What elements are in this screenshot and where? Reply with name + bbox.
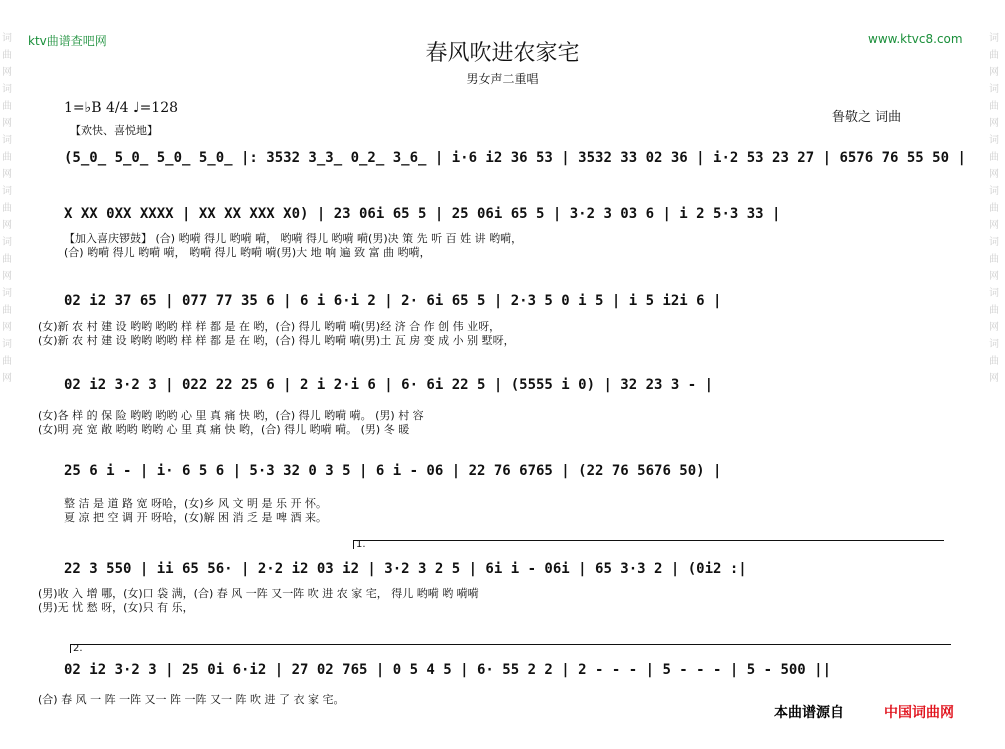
score-row-2-lyric-1: 【加入喜庆锣鼓】 (合) 哟嗬 得儿 哟嗬 嗬， 哟嗬 得儿 哟嗬 嗬(男)决 策 先 听 百 姓 讲 哟嗬，	[64, 232, 523, 245]
volta-1-bracket	[353, 540, 944, 549]
volta-2-label: 2.	[73, 643, 83, 654]
score-row-1-notes: (5̲0̲ 5̲0̲ 5̲0̲ 5̲0̲ |: 3532 3̲3̲ 0̲2̲ 3̲6̲ | i·6 i2 36 53 | 3532 33 02 36 | i·2 53 23 27 | 6576 76 55 50 |	[64, 150, 966, 166]
volta-1-label: 1.	[356, 539, 366, 550]
score-row-5-lyric-1: 整 洁 是 道 路 宽 呀哈，(女)乡 风 文 明 是 乐 开 怀。	[64, 497, 328, 510]
volta-2-bracket	[70, 644, 951, 653]
score-row-7-lyric-1: (合) 春 风 一 阵 一阵 又一 阵 一阵 又一 阵 吹 进 了 衣 家 宅。	[38, 693, 345, 706]
score-row-4-notes: 02 i2 3·2 3 | 022 22 25 6 | 2 i 2·i 6 | 6· 6i 22 5 | (5555 i 0) | 32 23 3 - |	[64, 377, 714, 393]
score-row-5-notes: 25 6 i - | i· 6 5 6 | 5·3 32 0 3 5 | 6 i - 06 | 22 76 6765 | (22 76 5676 50) |	[64, 463, 722, 479]
key-signature: 1=♭B 4/4 ♩=128	[64, 100, 179, 116]
side-watermark-left: 词曲网词曲网词曲网词曲网词曲网词曲网词曲网	[2, 33, 12, 384]
score-row-4-lyric-2: (女)明 亮 宽 敞 哟哟 哟哟 心 里 真 痛 快 哟，(合) 得儿 哟嗬 嗬。 (男) 冬 暖	[38, 423, 410, 436]
brand-right[interactable]: www.ktvc8.com	[868, 32, 963, 46]
score-row-6-lyric-1: (男)收 入 增 哪，(女)口 袋 满，(合) 春 风 一阵 又一阵 吹 进 农 家 宅， 得儿 哟嗬 哟 嗬嗬	[38, 587, 479, 600]
score-row-3-lyric-1: (女)新 农 村 建 设 哟哟 哟哟 样 样 都 是 在 哟，(合) 得儿 哟嗬 嗬(男)经 济 合 作 创 伟 业呀，	[38, 320, 501, 333]
brand-left[interactable]: ktv曲谱查吧网	[28, 34, 107, 48]
page-title: 春风吹进农家宅	[425, 41, 580, 66]
author-credit: 鲁敬之 词曲	[832, 110, 902, 125]
score-row-4-lyric-1: (女)各 样 的 保 险 哟哟 哟哟 心 里 真 痛 快 哟，(合) 得儿 哟嗬 嗬。 (男) 村 容	[38, 409, 424, 422]
footer-source-label: 本曲谱源自	[774, 705, 844, 721]
style-note: 【欢快、喜悦地】	[70, 124, 158, 137]
score-row-3-notes: 02 i2 37 65 | 077 77 35 6 | 6 i 6·i 2 | 2· 6i 65 5 | 2·3 5 0 i 5 | i 5 i2i 6 |	[64, 293, 722, 309]
score-row-6-lyric-2: (男)无 忧 愁 呀，(女)只 有 乐，	[38, 601, 194, 614]
score-row-6-notes: 22 3 550 | ii 65 56· | 2·2 i2 03 i2 | 3·2 3 2 5 | 6i i - 06i | 65 3·3 2 | (0i2 :|	[64, 561, 747, 577]
footer-site-link[interactable]: 中国词曲网	[884, 705, 954, 721]
score-row-3-lyric-2: (女)新 农 村 建 设 哟哟 哟哟 样 样 都 是 在 哟，(合) 得儿 哟嗬 嗬(男)土 瓦 房 变 成 小 别 墅呀，	[38, 334, 515, 347]
side-watermark-right: 词曲网词曲网词曲网词曲网词曲网词曲网词曲网	[989, 33, 999, 384]
score-row-7-notes: 02 i2 3·2 3 | 25 0i 6·i2 | 27 02 765 | 0 5 4 5 | 6· 55 2 2 | 2 - - - | 5 - - - | 5 - 500 ||	[64, 662, 832, 678]
score-row-5-lyric-2: 夏 凉 把 空 调 开 呀哈，(女)解 困 消 乏 是 啤 酒 来。	[64, 511, 328, 524]
page-subtitle: 男女声二重唱	[466, 72, 539, 86]
score-row-2-lyric-2: (合) 哟嗬 得儿 哟嗬 嗬， 哟嗬 得儿 哟嗬 嗬(男)大 地 响 遍 致 富 曲 哟嗬，	[64, 246, 431, 259]
score-row-2-notes: X XX 0XX XXXX | XX XX XXX X0) | 23 06i 65 5 | 25 06i 65 5 | 3·2 3 03 6 | i 2 5·3 33 |	[64, 206, 781, 222]
